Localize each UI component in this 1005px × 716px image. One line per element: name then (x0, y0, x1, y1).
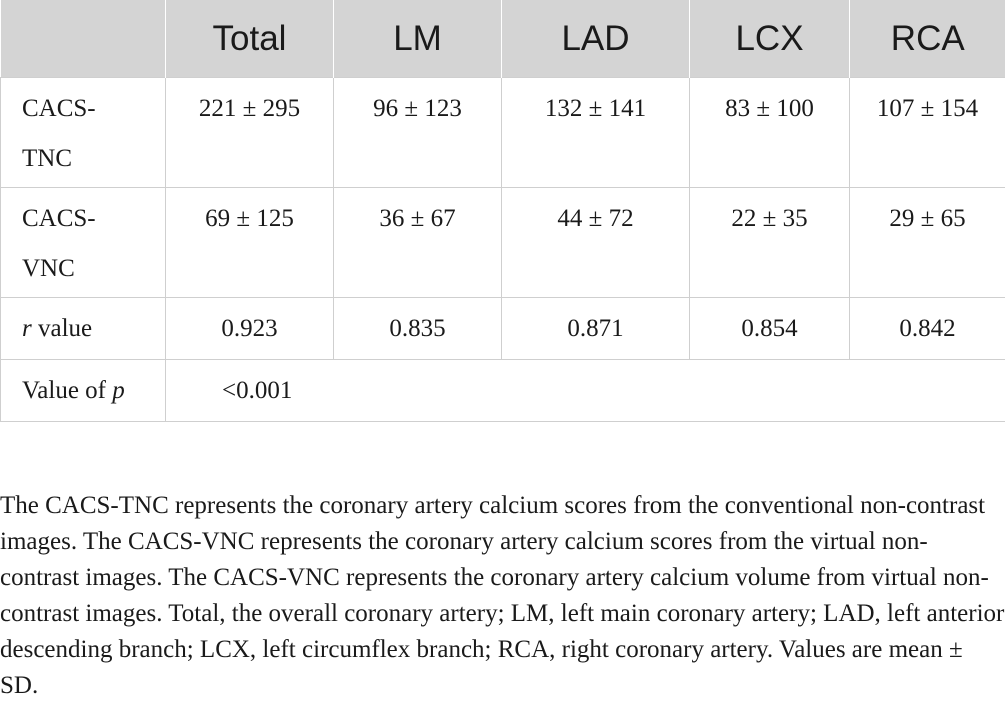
row-label-prefix: Value of (22, 377, 113, 404)
header-cell-lcx: LCX (690, 0, 850, 78)
row-label-r-value (1, 298, 166, 360)
cell-value: 107 ± 154 (850, 78, 1005, 188)
row-label-italic: p (112, 377, 125, 404)
cell-value: 44 ± 72 (502, 188, 690, 298)
row-label-italic: r (22, 315, 32, 342)
cell-value: 96 ± 123 (334, 78, 502, 188)
table-row-r-value (1, 298, 1005, 360)
cell-value: 69 ± 125 (166, 188, 334, 298)
cell-value: 83 ± 100 (690, 78, 850, 188)
table-row-cacs-vnc (1, 188, 1005, 298)
cell-value: 22 ± 35 (690, 188, 850, 298)
cell-value: 0.854 (690, 298, 850, 360)
row-label-rest: value (31, 315, 93, 342)
header-cell-lad: LAD (502, 0, 690, 78)
cell-value: 0.842 (850, 298, 1005, 360)
table-row-p-value (1, 360, 1005, 422)
cell-value: 29 ± 65 (850, 188, 1005, 298)
header-cell-rca: RCA (850, 0, 1005, 78)
cell-value: 132 ± 141 (502, 78, 690, 188)
cell-value: 0.923 (166, 298, 334, 360)
header-cell-total: Total (166, 0, 334, 78)
cell-value: 36 ± 67 (334, 188, 502, 298)
row-label-line1: CACS- (22, 205, 96, 232)
cell-value: 221 ± 295 (166, 78, 334, 188)
header-cell-lm: LM (334, 0, 502, 78)
row-label-cacs-tnc (1, 78, 166, 188)
row-label-line2: TNC (22, 145, 72, 172)
row-label-line2: VNC (22, 255, 75, 282)
header-cell-empty (1, 0, 166, 78)
row-label-p-value (1, 360, 166, 422)
row-label-line1: CACS- (22, 95, 96, 122)
table-header-row (1, 0, 1005, 78)
cell-value: 0.871 (502, 298, 690, 360)
cell-value: 0.835 (334, 298, 502, 360)
cell-p-value: <0.001 (166, 360, 1005, 422)
table-row-cacs-tnc (1, 78, 1005, 188)
table-footnote: The CACS-TNC represents the coronary artery calcium scores from the conventional non-contrast images. The CACS-VNC represents the coronary artery calcium scores from the virtual non-contrast images. The CACS-VNC represents the coronary artery calcium volume from virtual non-contrast images. Total, the overall coronary artery; LM, left main coronary artery; LAD, left anterior descending branch; LCX, left circumflex branch; RCA, right coronary artery. Values are mean ± SD. (0, 492, 1005, 699)
row-label-cacs-vnc (1, 188, 166, 298)
